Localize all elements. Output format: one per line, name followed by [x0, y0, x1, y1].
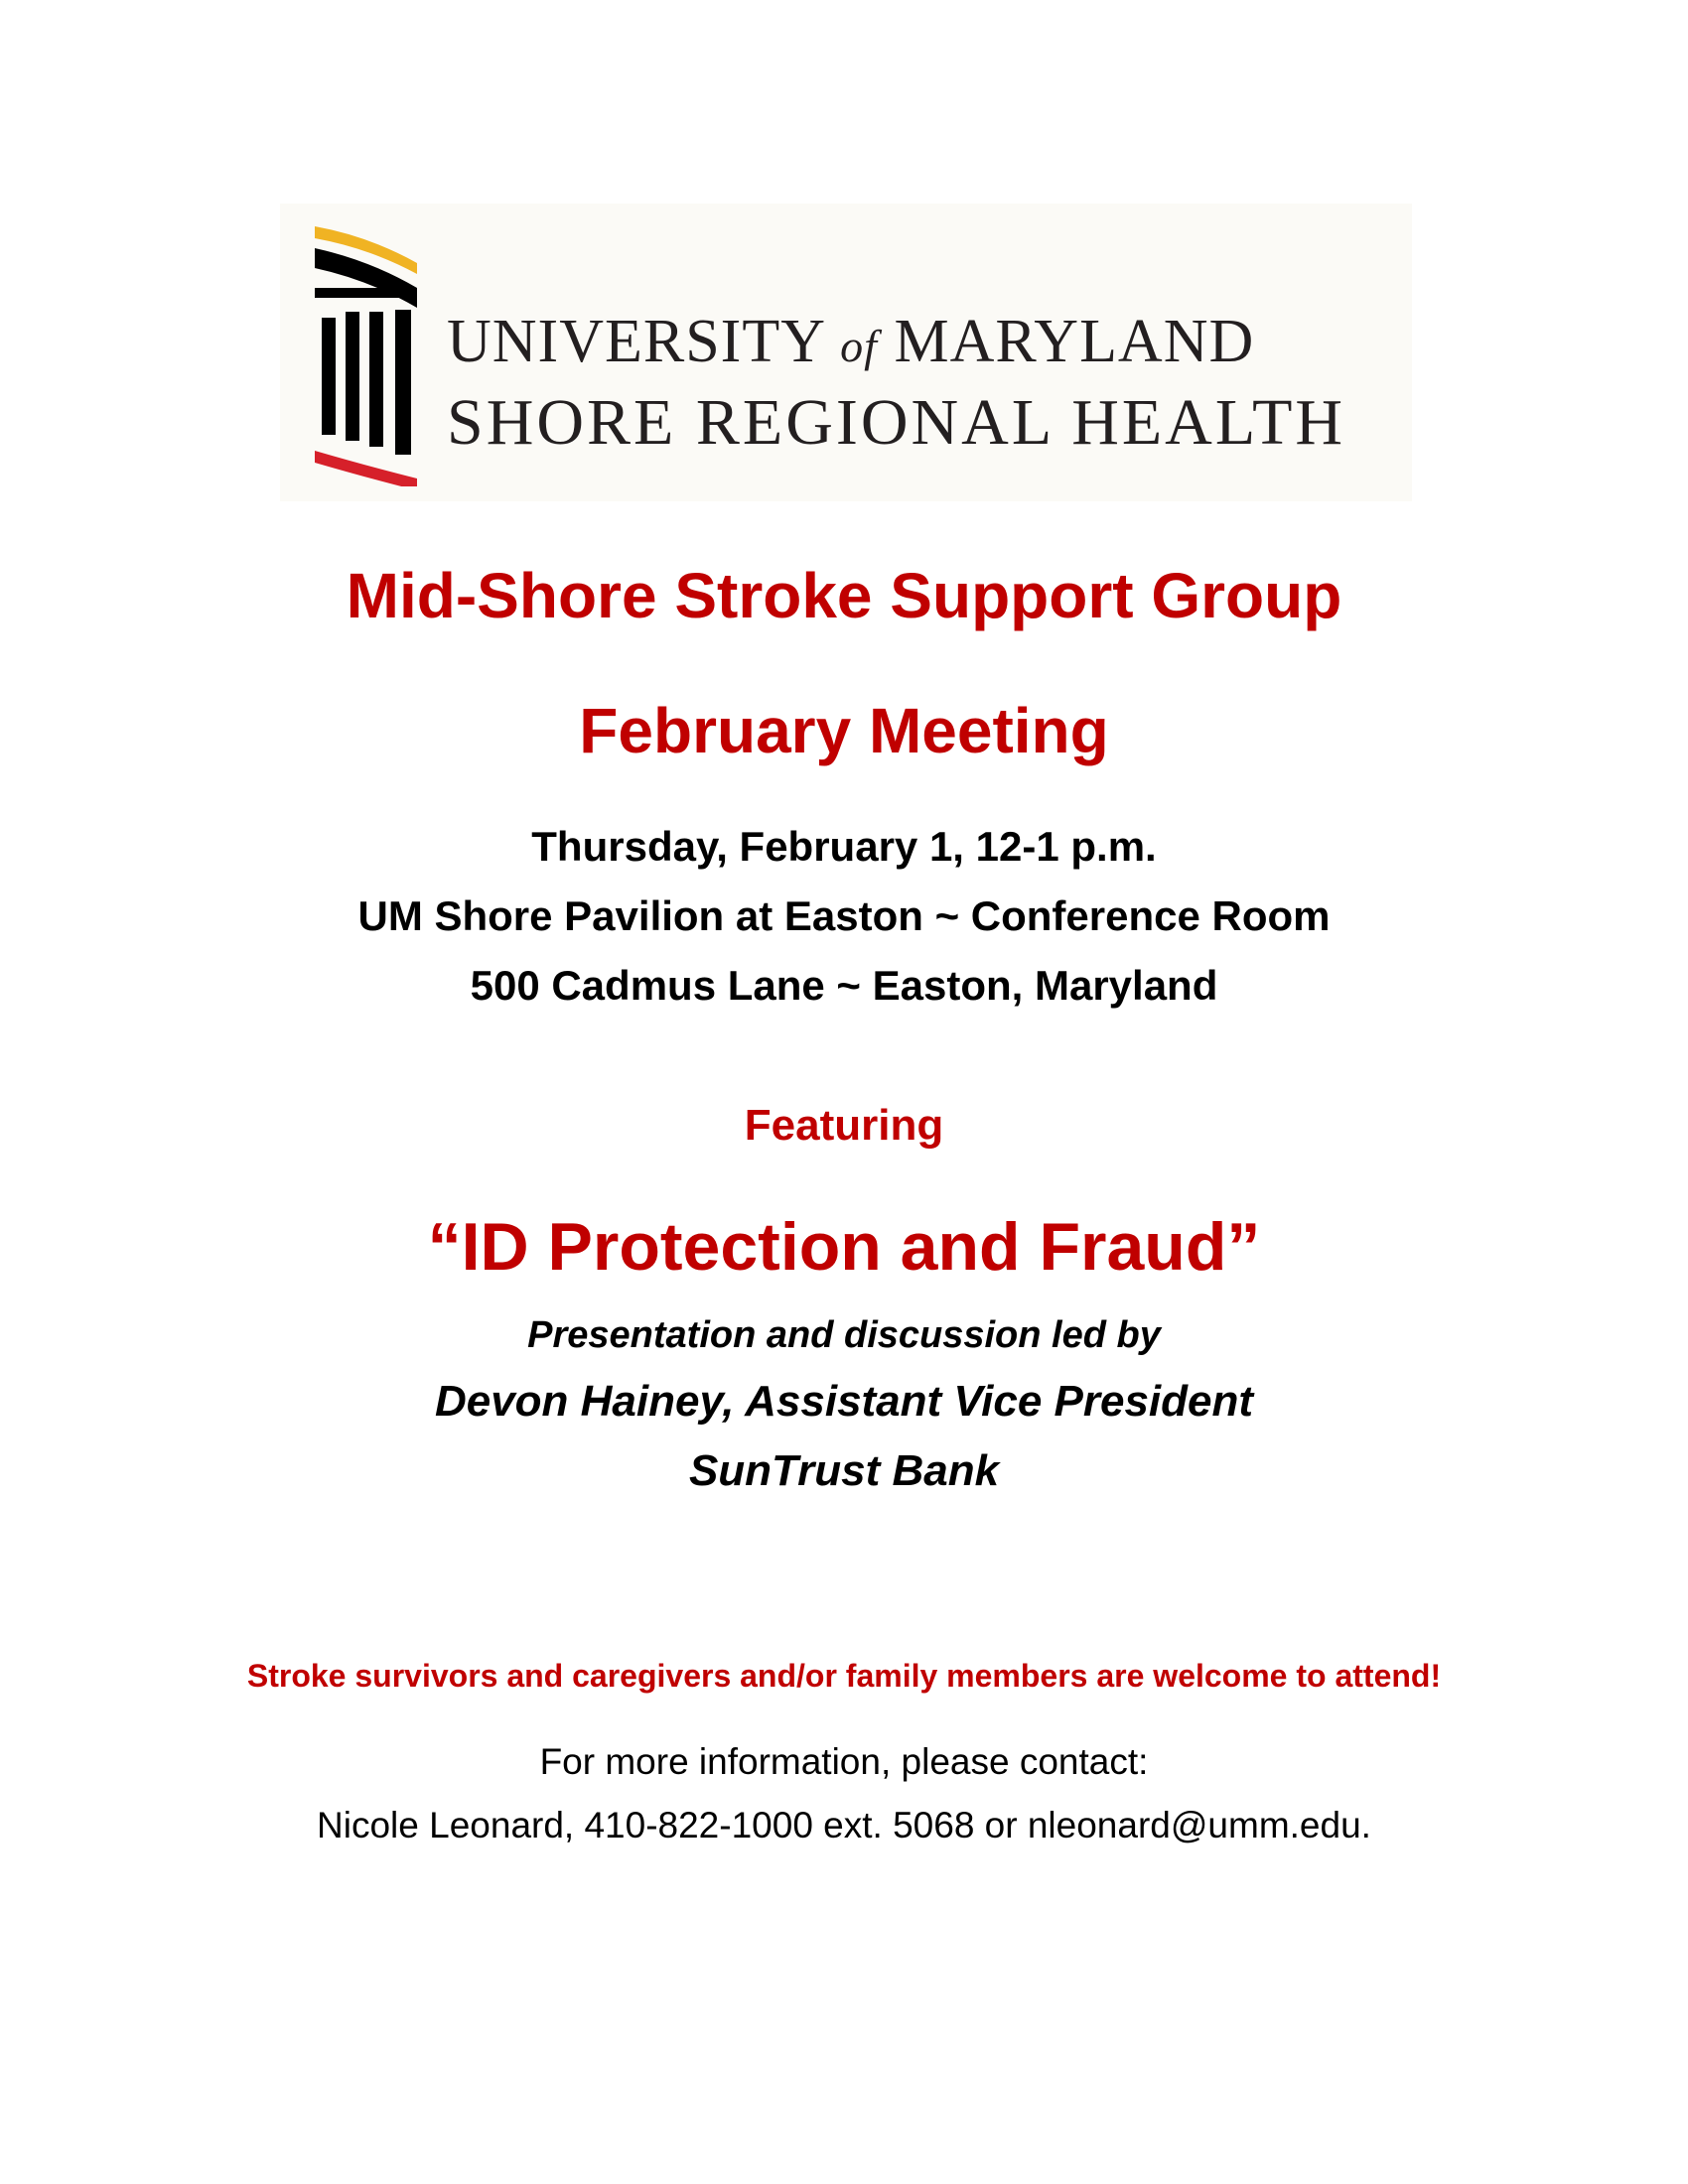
logo-text-of: of [840, 321, 878, 371]
page-subtitle: February Meeting [579, 695, 1109, 766]
page-title: Mid-Shore Stroke Support Group [346, 560, 1342, 631]
organization-logo [280, 204, 1412, 501]
presenter-company: SunTrust Bank [688, 1446, 1000, 1495]
logo-text-maryland: MARYLAND [894, 308, 1255, 375]
contact-intro: For more information, please contact: [539, 1741, 1149, 1782]
contact-details: Nicole Leonard, 410-822-1000 ext. 5068 or nleonard@umm.edu. [317, 1805, 1371, 1845]
logo-text-shore-regional-health: SHORE REGIONAL HEALTH [447, 386, 1346, 459]
featuring-label: Featuring [744, 1101, 944, 1150]
presentation-topic: “ID Protection and Fraud” [427, 1209, 1261, 1285]
led-by-text: Presentation and discussion led by [527, 1314, 1161, 1356]
welcome-note: Stroke survivors and caregivers and/or family members are welcome to attend! [246, 1658, 1442, 1694]
event-venue: UM Shore Pavilion at Easton ~ Conference Room [357, 892, 1331, 939]
event-datetime: Thursday, February 1, 12-1 p.m. [531, 823, 1157, 870]
event-address: 500 Cadmus Lane ~ Easton, Maryland [470, 962, 1218, 1009]
logo-text-university-of-maryland [447, 308, 1255, 375]
logo-text-university: UNIVERSITY [447, 308, 824, 375]
pillar-emblem-icon [310, 218, 429, 486]
presenter-name: Devon Hainey, Assistant Vice President [434, 1377, 1254, 1426]
